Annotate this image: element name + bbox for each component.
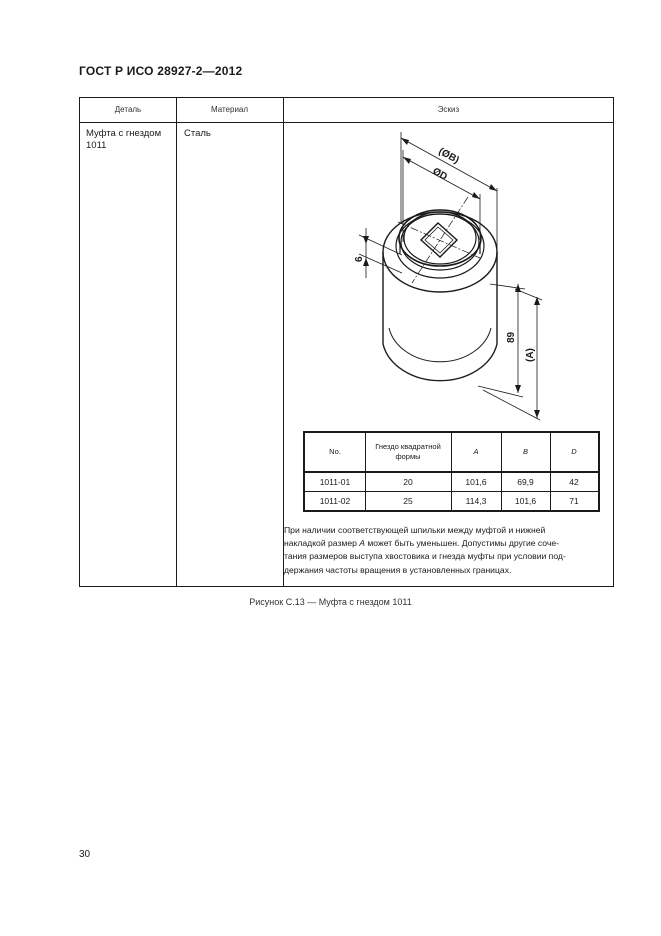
- column-divider: [176, 98, 177, 586]
- header-part: Деталь: [114, 105, 142, 114]
- header-divider: [80, 122, 613, 123]
- arrow: [403, 157, 411, 164]
- part-name-line2: 1011: [86, 140, 107, 151]
- note-line4: держания частоты вращения в установленных границах.: [284, 564, 512, 575]
- note-paragraph: [284, 524, 610, 577]
- label-dim-89: 89: [506, 331, 517, 343]
- part-name: [86, 128, 161, 152]
- arrow: [401, 138, 409, 145]
- dt-header-socket-line1: Гнездо квадратной: [375, 442, 441, 451]
- dt-row1-socket: 20: [403, 476, 413, 487]
- note-line1: При наличии соответствующей шпильки между муфтой и нижней: [284, 525, 546, 535]
- arrow: [363, 236, 369, 244]
- dt-header-b: B: [522, 447, 528, 456]
- dimension-table: [303, 431, 600, 512]
- note-line2-before: накладкой размер: [284, 538, 360, 549]
- dt-row1-b: 69,9: [517, 476, 534, 487]
- note-line2-after: может быть уменьшен. Допустимы другие соче-: [365, 538, 560, 549]
- page-number: 30: [79, 849, 91, 860]
- dt-row1-d: 42: [569, 476, 579, 487]
- dt-row2-b: 101,6: [514, 496, 537, 506]
- note-line2: [284, 537, 610, 550]
- figure-caption: Рисунок С.13 — Муфта с гнездом 1011: [249, 597, 412, 607]
- coupling-sketch: [283, 125, 583, 425]
- header-material: Материал: [210, 105, 249, 114]
- dt-header-no: No.: [329, 447, 341, 456]
- label-dim-6: 6: [354, 256, 365, 262]
- dim-b-line: [401, 138, 497, 191]
- dt-row2-no: 1011-02: [319, 496, 351, 506]
- shoulder-ring-2: [401, 214, 479, 270]
- note-variable-a: A: [359, 538, 366, 549]
- dt-header-socket-line2: формы: [395, 452, 421, 461]
- dt-row2-d: 71: [569, 496, 579, 506]
- arrow: [534, 297, 540, 305]
- header-sketch: Эскиз: [437, 105, 460, 114]
- label-dim-a: (A): [525, 348, 536, 362]
- arrow: [534, 410, 540, 418]
- material-value: Сталь: [184, 128, 211, 139]
- arrow: [515, 385, 521, 393]
- dt-header-a: A: [473, 447, 479, 456]
- note-line3: тания размеров выступа хвостовика и гнезда муфты при условии под-: [284, 551, 566, 562]
- arrow: [489, 184, 497, 191]
- dt-header-socket: [365, 433, 451, 471]
- dt-row1-no: 1011-01: [319, 476, 351, 487]
- label-dia-d: ØD: [430, 166, 449, 183]
- part-name-line1: Муфта с гнездом: [86, 128, 162, 139]
- dt-row1-a: 101,6: [465, 476, 487, 487]
- standard-title: ГОСТ Р ИСО 28927-2—2012: [79, 64, 243, 78]
- dt-row2-a: 114,3: [465, 496, 487, 506]
- dt-row2-socket: 25: [403, 496, 413, 506]
- dt-header-d: D: [571, 447, 577, 456]
- arrow: [472, 192, 480, 199]
- dim-89-ext-top: [490, 284, 525, 289]
- body-inner-edge: [389, 328, 491, 362]
- label-dia-b: (ØB): [436, 146, 461, 167]
